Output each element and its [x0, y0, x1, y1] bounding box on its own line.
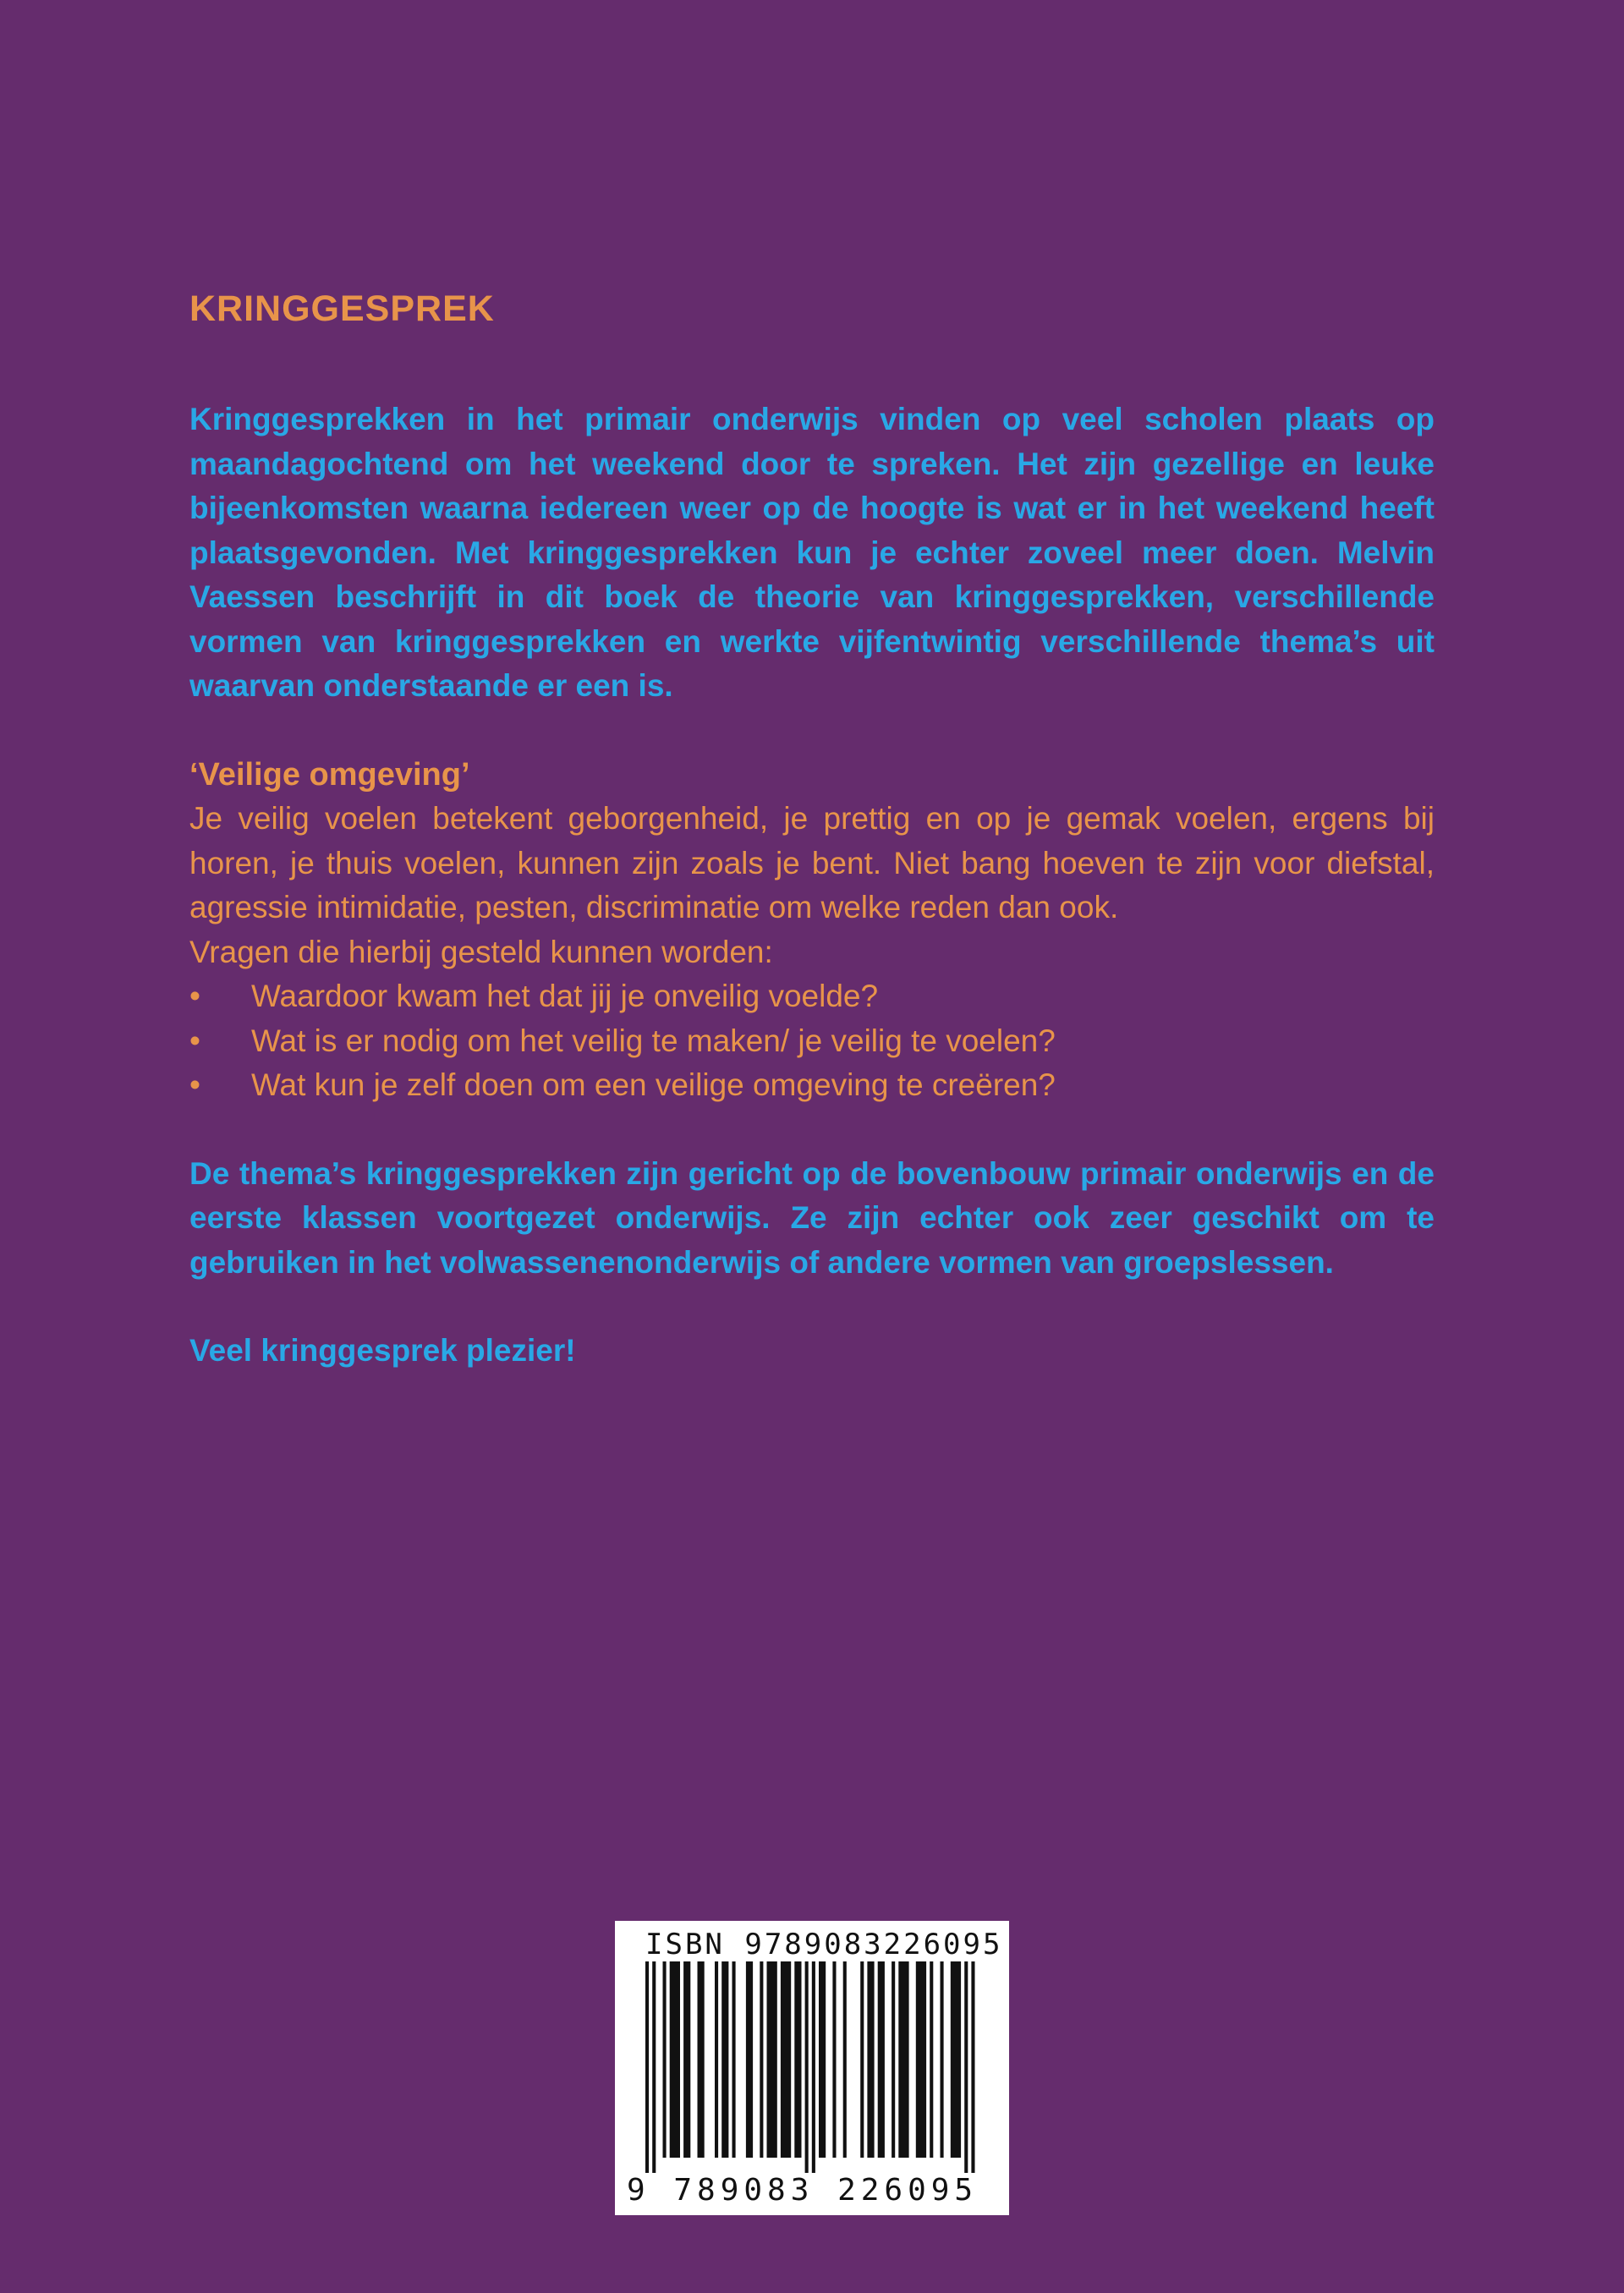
barcode-bar [760, 1961, 763, 2158]
cover-title: KRINGGESPREK [189, 288, 495, 329]
barcode-bar [832, 1961, 836, 2158]
barcode-bar [892, 1961, 895, 2158]
barcode-bar [867, 1961, 874, 2158]
barcode-bar [971, 1961, 974, 2173]
barcode-bar [794, 1961, 801, 2158]
closing-line: Veel kringgesprek plezier! [189, 1333, 576, 1368]
bullet-icon: • [189, 1067, 200, 1102]
barcode-bar [951, 1961, 961, 2158]
barcode-bar [781, 1961, 791, 2158]
barcode-bar [715, 1961, 718, 2158]
bullet-icon: • [189, 979, 200, 1013]
barcode-bar [670, 1961, 680, 2158]
barcode-bar [683, 1961, 690, 2158]
questions-list [189, 974, 1435, 1108]
question-text: Wat is er nodig om het veilig te maken/ je veilig te voelen? [251, 1023, 1056, 1058]
cover-text-block [189, 279, 1435, 1374]
barcode-bar [732, 1961, 736, 2158]
barcode-bar [941, 1961, 944, 2158]
barcode-bars-icon [615, 1961, 1009, 2173]
barcode-bar [843, 1961, 847, 2158]
question-text: Waardoor kwam het dat jij je onveilig voelde? [251, 979, 879, 1013]
bullet-icon: • [189, 1023, 200, 1058]
list-item [189, 974, 1435, 1019]
barcode-bar [645, 1961, 649, 2173]
barcode-bar [819, 1961, 826, 2158]
target-audience-paragraph: De thema’s kringgesprekken zijn gericht op de bovenbouw primair onderwijs en de eerste klassen voortgezet onderwijs. Ze zijn echter ook zeer geschikt om te gebruiken in het volwassenenonderwijs of andere vormen van groepslessen. [189, 1155, 1435, 1280]
intro-paragraph: Kringgesprekken in het primair onderwijs vinden op veel scholen plaats op maandagochtend om het weekend door te spreken. Het zijn gezellige en leuke bijeenkomsten waarna iedereen weer op de hoogte is wat er in het weekend heeft plaatsgevonden. Met kringgesprekken kun je echter zoveel meer doen. Melvin Vaessen beschrijft in dit boek de theorie van kringgesprekken, verschillende vormen van kringgesprekken en werkte vijfentwintig verschillende thema’s uit waarvan onderstaande er een is. [189, 402, 1435, 703]
barcode-bar [746, 1961, 753, 2158]
barcode-bar [878, 1961, 885, 2158]
list-item [189, 1019, 1435, 1064]
barcode-bar [930, 1961, 933, 2158]
theme-text: Je veilig voelen betekent geborgenheid, je prettig en op je gemak voelen, ergens bij horen, je thuis voelen, kunnen zijn zoals je bent. Niet bang hoeven te zijn voor diefstal, agressie intimidatie, pesten, discriminatie om welke reden dan ook. [189, 801, 1435, 924]
questions-intro: Vragen die hierbij gesteld kunnen worden: [189, 934, 773, 969]
barcode-bar [805, 1961, 809, 2173]
isbn-barcode [615, 1921, 1009, 2215]
isbn-digits: 9 789083 226095 [627, 2173, 979, 2208]
isbn-label: ISBN 9789083226095 [645, 1928, 1003, 1961]
barcode-bar [916, 1961, 926, 2158]
theme-title: ‘Veilige omgeving’ [189, 756, 470, 793]
barcode-bar [698, 1961, 705, 2158]
barcode-bar [898, 1961, 908, 2158]
barcode-bar [663, 1961, 667, 2158]
question-text: Wat kun je zelf doen om een veilige omgeving te creëren? [251, 1067, 1056, 1102]
barcode-bar [964, 1961, 968, 2173]
barcode-bar [812, 1961, 815, 2173]
barcode-bar [721, 1961, 728, 2158]
barcode-bar [767, 1961, 777, 2158]
list-item [189, 1063, 1435, 1108]
barcode-bar [860, 1961, 864, 2158]
barcode-bar [652, 1961, 656, 2173]
